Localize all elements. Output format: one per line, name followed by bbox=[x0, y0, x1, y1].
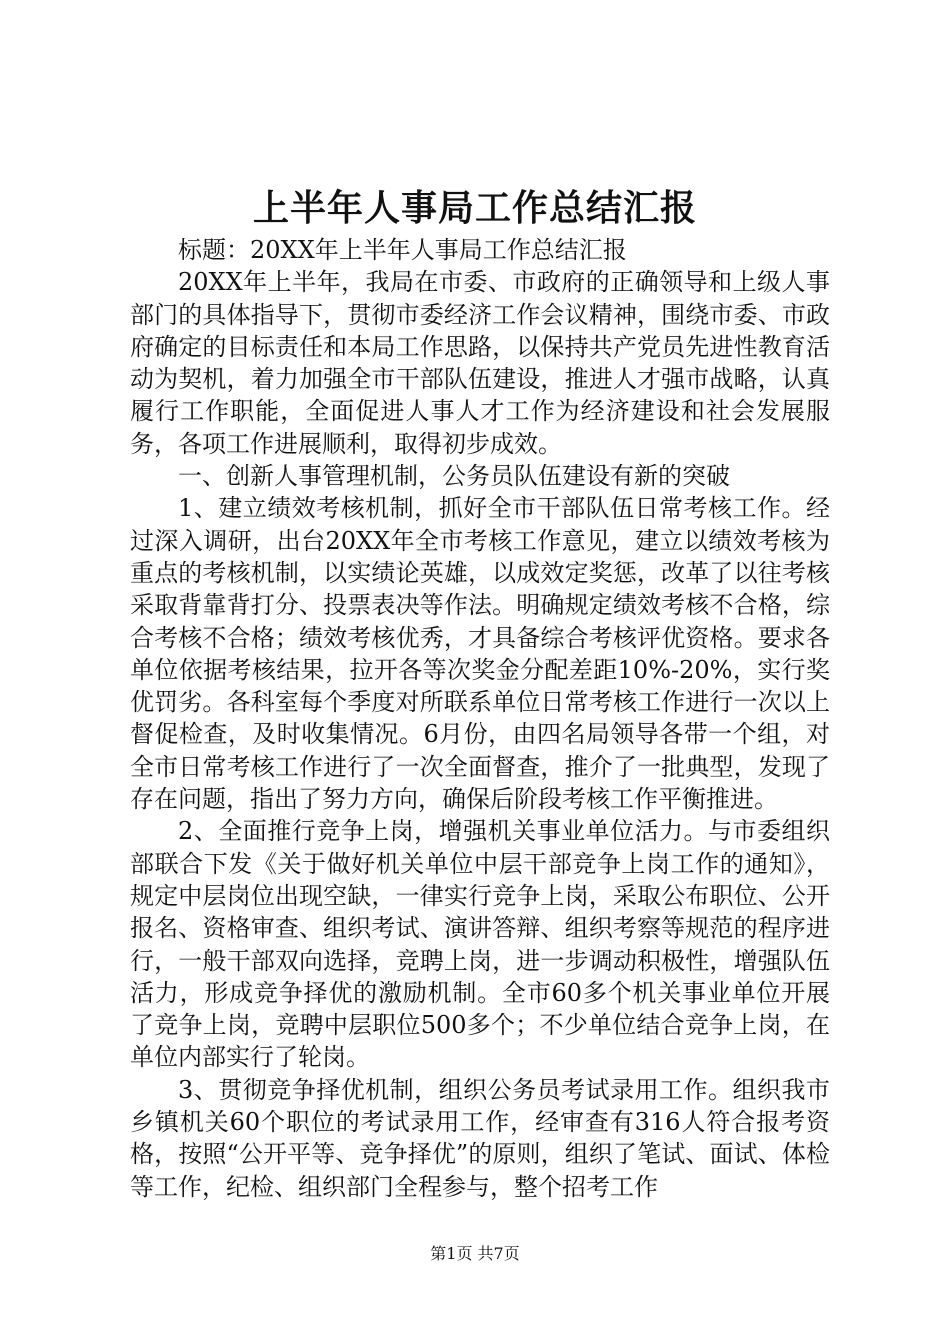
body-paragraph: 3、贯彻竞争择优机制，组织公务员考试录用工作。组织我市乡镇机关60个职位的考试录用工作，经审查有316人符合报考资格，按照“公开平等、竞争择优”的原则，组织了笔试、面试、体检等工作，纪检、组织部门全程参与，整个招考工作 bbox=[130, 1075, 830, 1201]
subtitle-line: 标题：20XX年上半年人事局工作总结汇报 bbox=[178, 236, 627, 264]
document-title: 上半年人事局工作总结汇报 bbox=[252, 187, 697, 229]
document-body bbox=[130, 234, 830, 1203]
body-paragraph: 1、建立绩效考核机制，抓好全市干部队伍日常考核工作。经过深入调研，出台20XX年全市考核工作意见，建立以绩效考核为重点的考核机制，以实绩论英雄，以成效定奖惩，改革了以往考核采取背靠背打分、投票表决等作法。明确规定绩效考核不合格，综合考核不合格；绩效考核优秀，才具备综合考核评优资格。要求各单位依据考核结果，拉开各等次奖金分配差距10%-20%，实行奖优罚劣。各科室每个季度对所联系单位日常考核工作进行一次以上督促检查，及时收集情况。6月份，由四名局领导各带一个组，对全市日常考核工作进行了一次全面督查，推介了一批典型，发现了存在问题，指出了努力方向，确保后阶段考核工作平衡推进。 bbox=[130, 494, 830, 814]
body-paragraph: 2、全面推行竞争上岗，增强机关事业单位活力。与市委组织部联合下发《关于做好机关单位中层干部竞争上岗工作的通知》，规定中层岗位出现空缺，一律实行竞争上岗，采取公布职位、公开报名、资格审查、组织考试、演讲答辩、组织考察等规范的程序进行，一般干部双向选择，竞聘上岗，进一步调动积极性，增强队伍活力，形成竞争择优的激励机制。全市60多个机关事业单位开展了竞争上岗，竞聘中层职位500多个；不少单位结合竞争上岗，在单位内部实行了轮岗。 bbox=[130, 817, 830, 1072]
intro-paragraph: 20XX年上半年，我局在市委、市政府的正确领导和上级人事部门的具体指导下，贯彻市委经济工作会议精神，围绕市委、市政府确定的目标责任和本局工作思路，以保持共产党员先进性教育活动为契机，着力加强全市干部队伍建设，推进人才强市战略，认真履行工作职能，全面促进人事人才工作为经济建设和社会发展服务，各项工作进展顺利，取得初步成效。 bbox=[130, 268, 830, 458]
section-heading: 一、创新人事管理机制，公务员队伍建设有新的突破 bbox=[178, 462, 730, 491]
page-number: 第1页 共7页 bbox=[430, 1244, 520, 1263]
